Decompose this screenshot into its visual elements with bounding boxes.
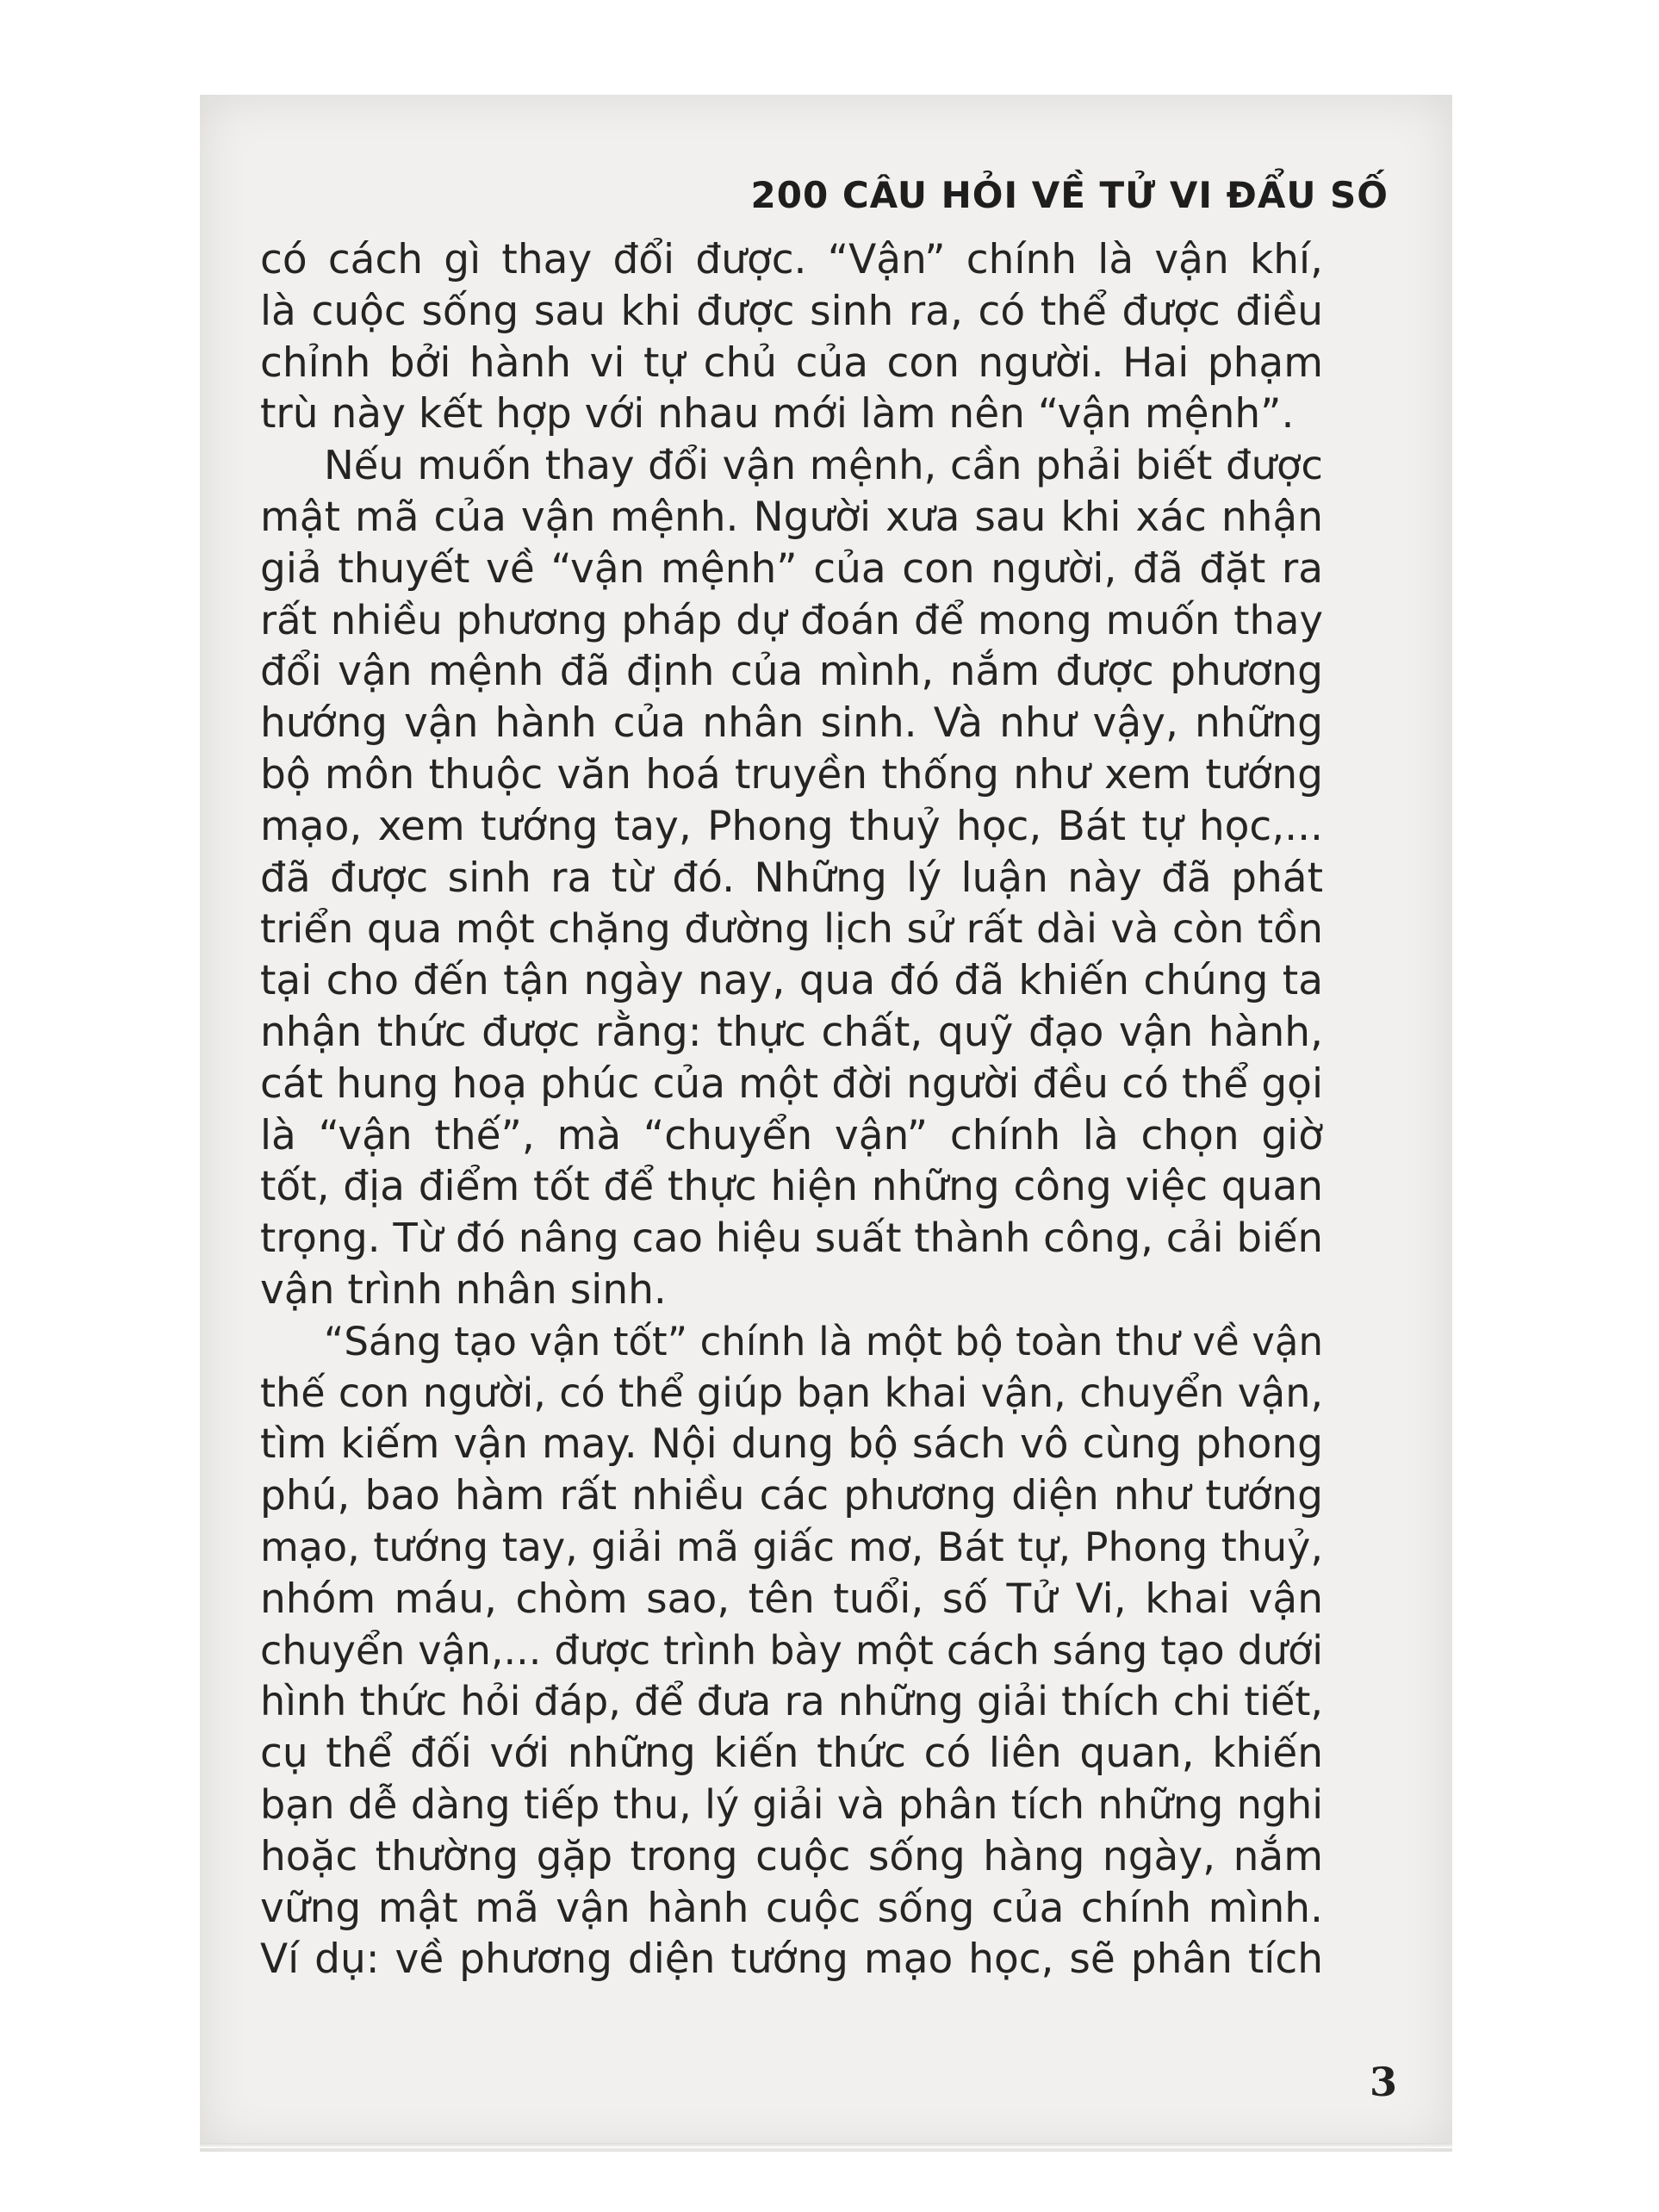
text-line: chỉnh bởi hành vi tự chủ của con người. Hai phạm [260, 339, 1323, 387]
text-line: cụ thể đối với những kiến thức có liên quan, khiến [260, 1730, 1323, 1778]
text-line: tốt, địa điểm tốt để thực hiện những công việc quan [260, 1163, 1323, 1211]
body-text [260, 234, 1323, 1985]
running-header: 200 CÂU HỎI VỀ TỬ VI ĐẨU SỐ [750, 174, 1389, 216]
text-line: đã được sinh ra từ đó. Những lý luận này đã phát [260, 854, 1323, 902]
page-edge [200, 2143, 1452, 2148]
text-line: trọng. Từ đó nâng cao hiệu suất thành công, cải biến [260, 1215, 1323, 1262]
text-line: vững mật mã vận hành cuộc sống của chính mình. [260, 1884, 1323, 1932]
text-line: mật mã của vận mệnh. Người xưa sau khi xác nhận [260, 493, 1323, 541]
paragraph-start-line: “Sáng tạo vận tốt” chính là một bộ toàn thư về vận [324, 1318, 1323, 1364]
text-line: nhóm máu, chòm sao, tên tuổi, số Tử Vi, khai vận [260, 1575, 1323, 1623]
text-line: hình thức hỏi đáp, để đưa ra những giải thích chi tiết, [260, 1678, 1323, 1725]
text-line: mạo, xem tướng tay, Phong thuỷ học, Bát tự học,... [260, 802, 1323, 850]
text-line: vận trình nhân sinh. [260, 1265, 667, 1314]
text-line: thế con người, có thể giúp bạn khai vận, chuyển vận, [260, 1369, 1323, 1416]
text-line: phú, bao hàm rất nhiều các phương diện như tướng [260, 1472, 1323, 1520]
text-line: chuyển vận,... được trình bày một cách sáng tạo dưới [260, 1626, 1323, 1674]
text-line: tại cho đến tận ngày nay, qua đó đã khiến chúng ta [260, 957, 1323, 1005]
text-line: nhận thức được rằng: thực chất, quỹ đạo vận hành, [260, 1008, 1323, 1056]
text-line: tìm kiếm vận may. Nội dung bộ sách vô cùng phong [260, 1420, 1323, 1469]
text-line: rất nhiều phương pháp dự đoán để mong muốn thay [260, 596, 1323, 643]
text-line: trù này kết hợp với nhau mới làm nên “vận mệnh”. [260, 390, 1295, 438]
book-page [200, 95, 1452, 2152]
text-line: đổi vận mệnh đã định của mình, nắm được phương [260, 648, 1323, 696]
text-line: là “vận thế”, mà “chuyển vận” chính là chọn giờ [260, 1111, 1323, 1159]
text-line: có cách gì thay đổi được. “Vận” chính là vận khí, [260, 236, 1323, 283]
text-line: bộ môn thuộc văn hoá truyền thống như xem tướng [260, 750, 1323, 798]
text-line: cát hung hoạ phúc của một đời người đều có thể gọi [260, 1059, 1323, 1108]
text-line: là cuộc sống sau khi được sinh ra, có thể được điều [260, 287, 1323, 335]
text-line: triển qua một chặng đường lịch sử rất dài và còn tồn [260, 905, 1323, 953]
paragraph-start-line: Nếu muốn thay đổi vận mệnh, cần phải biết được [324, 442, 1323, 489]
text-line: hoặc thường gặp trong cuộc sống hàng ngày, nắm [260, 1832, 1323, 1880]
text-line: hướng vận hành của nhân sinh. Và như vậy, những [260, 699, 1323, 748]
text-line: mạo, tướng tay, giải mã giấc mơ, Bát tự, Phong thuỷ, [260, 1523, 1323, 1570]
text-line: bạn dễ dàng tiếp thu, lý giải và phân tích những nghi [260, 1780, 1323, 1828]
page-number: 3 [1369, 2059, 1397, 2105]
text-line: Ví dụ: về phương diện tướng mạo học, sẽ phân tích [260, 1936, 1323, 1984]
text-line: giả thuyết về “vận mệnh” của con người, đã đặt ra [260, 544, 1323, 593]
